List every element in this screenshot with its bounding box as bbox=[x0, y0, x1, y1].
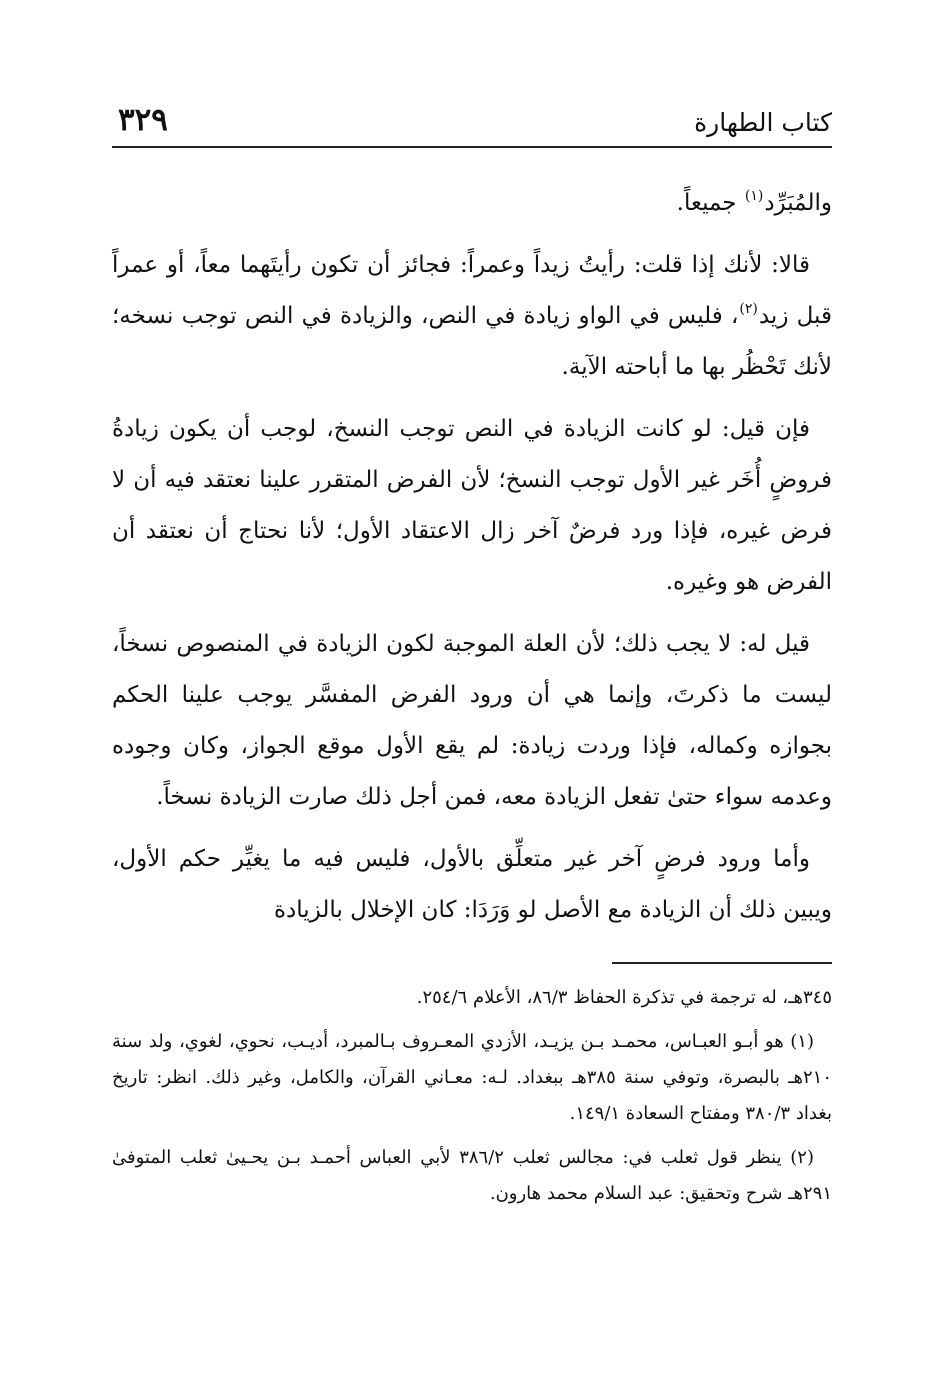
footnote-marker-2: (٢) bbox=[739, 301, 758, 317]
paragraph-3: فإن قيل: لو كانت الزيادة في النص توجب النسخ، لوجب أن يكون زيادةُ فروضٍ أُخَر غير الأول توجب النسخ؛ لأن الفرض المتقرر علينا نعتقد فيه أن لا فرض غيره، فإذا ورد فرضٌ آخر زال الاعتقاد الأول؛ لأنا نحتاج أن نعتقد أن الفرض هو وغيره. bbox=[112, 416, 832, 595]
footnote-continued: ٣٤٥هـ، له ترجمة في تذكرة الحفاظ ٨٦/٣، الأعلام ٢٥٤/٦. bbox=[416, 987, 832, 1008]
footnotes bbox=[112, 980, 832, 1220]
footnote-2: (٢) ينظر قول ثعلب في: مجالس ثعلب ٣٨٦/٢ لأبي العباس أحمـد بـن يحـيىٰ ثعلب المتوفىٰ ٢٩١هـ شرح وتحقيق: عبد السلام محمد هارون. bbox=[112, 1147, 832, 1204]
paragraph-2 bbox=[112, 240, 832, 393]
paragraph-5: وأما ورود فرضٍ آخر غير متعلِّق بالأول، فليس فيه ما يغيِّر حكم الأول، ويبين ذلك أن الزيادة مع الأصل لو وَرَدَا: كان الإخلال بالزيادة bbox=[112, 846, 832, 923]
page-number: ٣٢٩ bbox=[118, 102, 168, 138]
footnote-separator bbox=[612, 962, 832, 964]
paragraph-1-text-a: والمُبَرِّد bbox=[764, 190, 832, 216]
paragraph-2-text-b: ، فليس في الواو زيادة في النص، والزيادة في النص توجب نسخه؛ لأنك تَحْظُر بها ما أباحته الآية. bbox=[112, 303, 832, 380]
paragraph-2-text-a: قالا: لأنك إذا قلت: رأيتُ زيداً وعمراً: فجائز أن تكون رأيتَهما معاً، أو عمراً قبل زيد bbox=[112, 252, 832, 329]
paragraph-4: قيل له: لا يجب ذلك؛ لأن العلة الموجبة لكون الزيادة في المنصوص نسخاً، ليست ما ذكرتَ، وإنما هي أن ورود الفرض المفسَّر يوجب علينا الحكم بجوازه وكماله، فإذا وردت زيادة: لم يقع الأول موقع الجواز، وكان وجوده وعدمه سواء حتىٰ تفعل الزيادة معه، فمن أجل ذلك صارت الزيادة نسخاً. bbox=[112, 631, 832, 810]
paragraph-1 bbox=[112, 178, 832, 229]
footnote-1: (١) هو أبـو العبـاس، محمـد بـن يزيـد، الأزدي المعـروف بـالمبرد، أديـب، نحوي، لغوي، ولد سنة ٢١٠هـ بالبصرة، وتوفي سنة ٣٨٥هـ ببغداد. لـه: معـاني القرآن، والكامل، وغير ذلك. انظر: تاريخ بغداد ٣٨٠/٣ ومفتاح السعادة ١٤٩/١. bbox=[112, 1031, 833, 1124]
running-title: كتاب الطهارة bbox=[694, 108, 832, 137]
footnote-marker-1: (١) bbox=[744, 188, 764, 204]
main-text bbox=[112, 178, 832, 947]
paragraph-1-text-b: جميعاً. bbox=[676, 190, 744, 216]
page-header bbox=[112, 100, 832, 148]
